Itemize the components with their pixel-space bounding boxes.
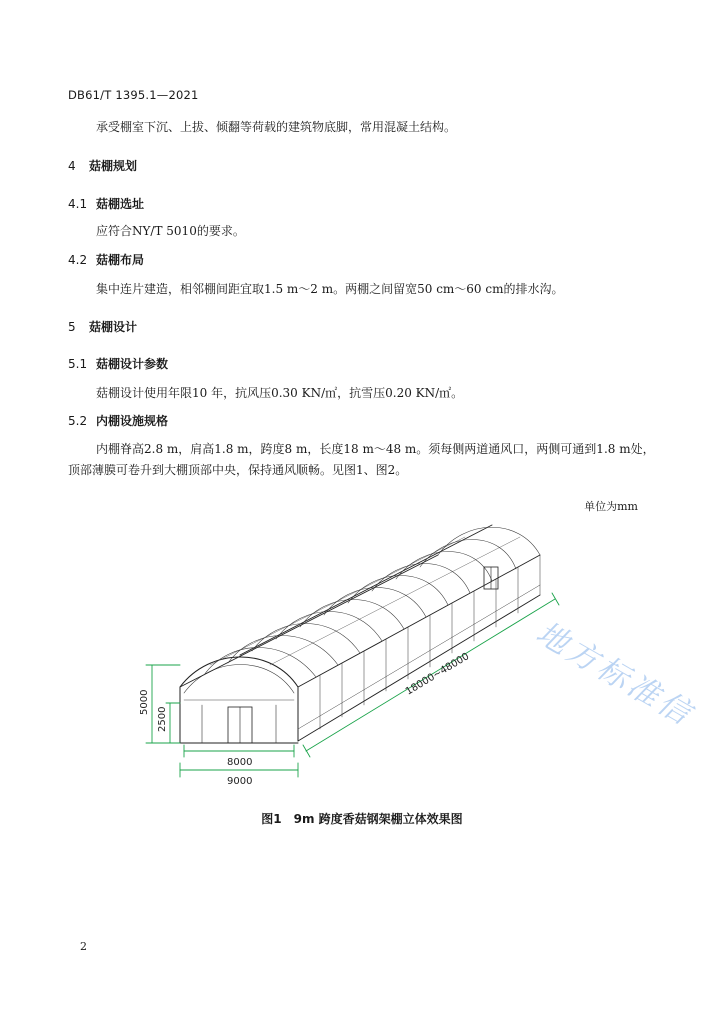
document-code: DB61/T 1395.1—2021 [68, 88, 199, 102]
section-title: 菇棚选址 [96, 197, 145, 211]
watermark: 地方标准信 [530, 614, 700, 734]
dim-inner-width: 8000 [227, 757, 253, 768]
section-5-2-heading [68, 412, 168, 429]
section-number: 4 [68, 159, 76, 173]
dim-height-total: 5000 [139, 689, 150, 715]
section-4-2-text: 集中连片建造，相邻棚间距宜取1.5 m～2 m。两棚之间留宽50 cm～60 cm的排水沟。 [96, 282, 564, 296]
section-4-heading [68, 157, 137, 174]
page-number: 2 [80, 940, 87, 953]
section-5-2-text-line1: 内棚脊高2.8 m，肩高1.8 m，跨度8 m，长度18 m～48 m。须每侧两道通风口，两侧可通到1.8 m处， [96, 442, 655, 456]
front-arch [180, 657, 298, 687]
section-5-1-text: 菇棚设计使用年限10 年，抗风压0.30 KN/㎡，抗雪压0.20 KN/㎡。 [96, 386, 464, 400]
dim-height-side: 2500 [157, 706, 168, 732]
dim-outer-width: 9000 [227, 776, 253, 785]
section-number: 4.1 [68, 197, 88, 211]
section-4-1-heading [68, 195, 144, 212]
section-title: 菇棚规划 [89, 159, 138, 173]
section-5-2-text-line2: 顶部薄膜可卷升到大棚顶部中央，保持通风顺畅。见图1、图2。 [68, 463, 408, 477]
paragraph-intro: 承受棚室下沉、上拔、倾翻等荷载的建筑物底脚，常用混凝土结构。 [96, 120, 457, 134]
section-5-heading [68, 318, 137, 335]
section-title: 内棚设施规格 [96, 414, 169, 428]
section-number: 4.2 [68, 253, 88, 267]
section-4-1-text: 应符合NY/T 5010的要求。 [96, 224, 245, 238]
section-title: 菇棚布局 [96, 253, 145, 267]
section-number: 5 [68, 320, 76, 334]
section-title: 菇棚设计参数 [96, 357, 169, 371]
section-4-2-heading [68, 251, 144, 268]
figure-caption: 图1 9m 跨度香菇钢架棚立体效果图 [261, 812, 463, 826]
dim-length: 18000~48000 [403, 651, 472, 698]
section-5-1-heading [68, 355, 168, 372]
section-number: 5.2 [68, 414, 88, 428]
unit-note: 单位为mm [584, 500, 638, 513]
section-title: 菇棚设计 [89, 320, 138, 334]
greenhouse-drawing [120, 515, 570, 785]
section-number: 5.1 [68, 357, 88, 371]
